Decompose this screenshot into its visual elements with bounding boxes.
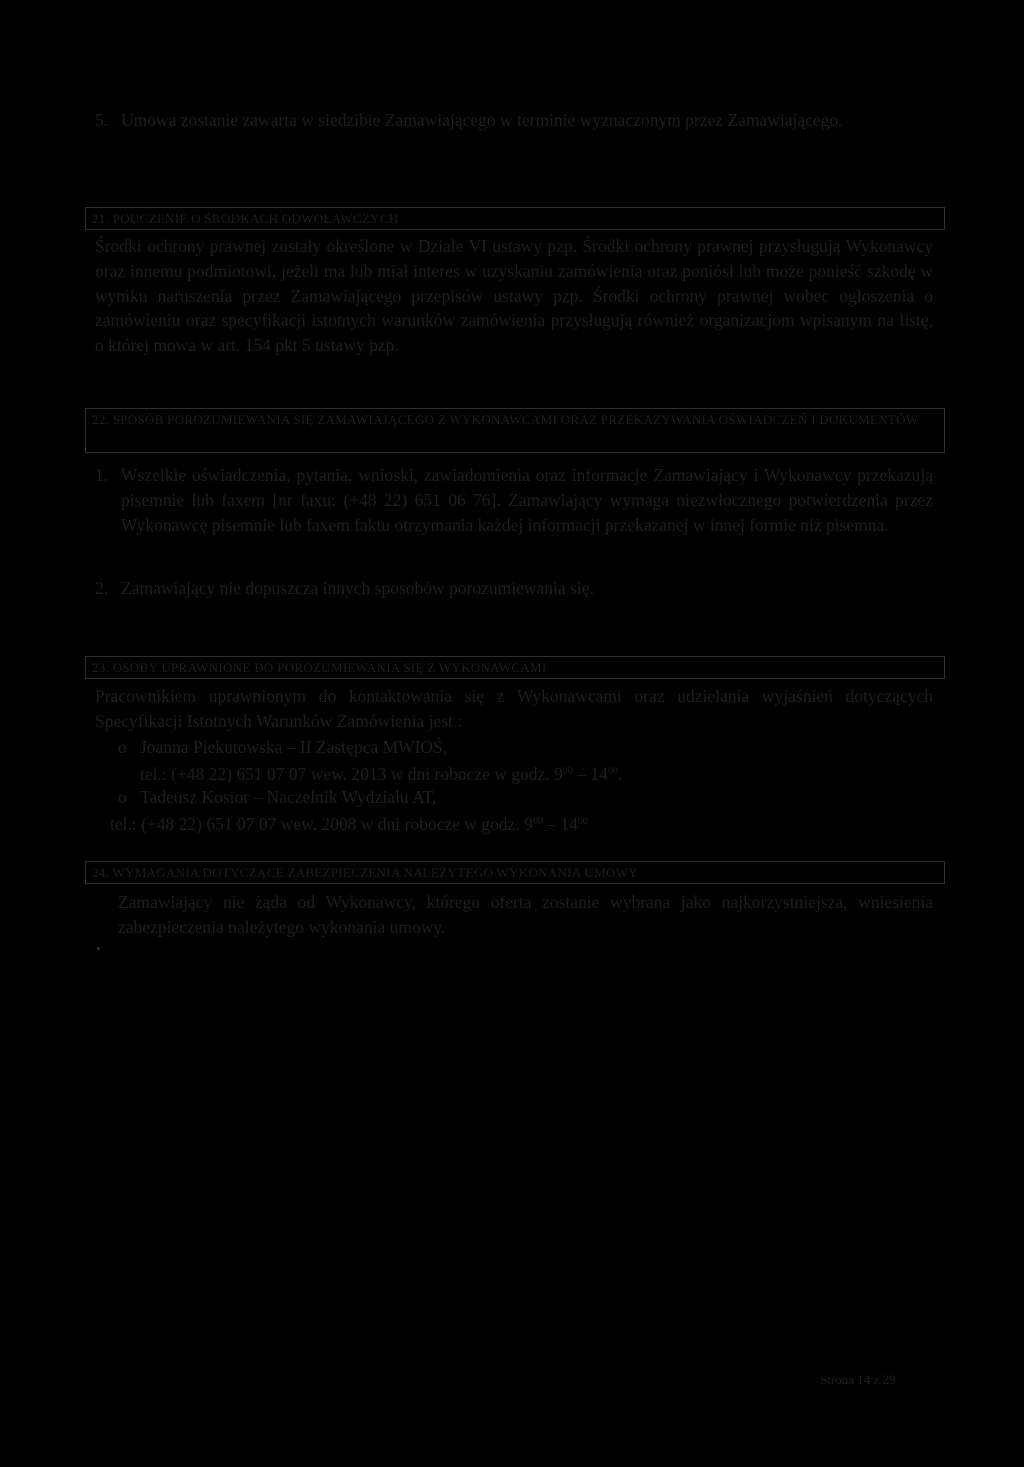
- item-text: Umowa zostanie zawarta w siedzibie Zamawiającego w terminie wyznaczonym przez Zamawiającego.: [121, 110, 843, 130]
- page-number: Strona 14 z 29: [820, 1372, 896, 1387]
- hour-minutes: 00: [562, 765, 573, 777]
- punctuation: .: [617, 763, 623, 784]
- section-23-heading: 23. OSOBY UPRAWNIONE DO POROZUMIEWANIA SIĘ Z WYKONAWCAMI: [85, 656, 945, 679]
- contact-name: Tadeusz Kosior – Naczelnik Wydziału AT,: [140, 787, 437, 807]
- stray-dot: [97, 947, 100, 950]
- item-number: 1.: [95, 465, 109, 485]
- section-21-body: Środki ochrony prawnej zostały określone w Dziale VI ustawy pzp. Środki ochrony prawnej przysługują Wykonawcy oraz innemu podmiotowi, jeżeli ma lub miał interes w uzyskaniu zamówienia oraz poniósł lub może ponieść szkodę w wyniku naruszenia przez Zamawiającego przepisów ustawy pzp. Środki ochrony prawnej wobec ogłoszenia o zamówieniu oraz specyfikacji istotnych warunków zamówienia przysługują również organizacjom wpisanym na listę, o której mowa w art. 154 pkt 5 ustawy pzp.: [95, 236, 933, 356]
- contact-name: Joanna Piekutowska – II Zastępca MWIOŚ,: [140, 737, 448, 757]
- bullet-icon: o: [118, 737, 127, 757]
- bullet-icon: o: [118, 787, 127, 807]
- section-22-heading: 22. SPOSÓB POROZUMIEWANIA SIĘ ZAMAWIAJĄCEGO Z WYKONAWCAMI ORAZ PRZEKAZYWANIA OŚWIADCZEŃ I DOKUMENTÓW: [85, 408, 945, 453]
- hour-minutes: 00: [532, 815, 543, 827]
- contact-item: [110, 785, 588, 837]
- section-21-heading: 21. POUCZENIE O ŚRODKACH ODWOŁAWCZYCH: [85, 207, 945, 230]
- item-number: 2.: [95, 578, 109, 598]
- item-number: 5.: [95, 110, 109, 130]
- section-24-heading: 24. WYMAGANIA DOTYCZĄCE ZABEZPIECZENIA NALEŻYTEGO WYKONANIA UMOWY: [85, 861, 945, 884]
- hour-range: – 14: [542, 813, 578, 834]
- hour-minutes: 00: [607, 765, 618, 777]
- item-text: Wszelkie oświadczenia, pytania, wnioski, zawiadomienia oraz informacje Zamawiający i Wykonawcy przekazują pisemnie lub faxem [nr faxu: (+48 22) 651 06 76]. Zamawiający wymaga niezwłocznego potwierdzenia przez Wykonawcę pisemnie lub faxem faktu otrzymania każdej informacji przekazanej w innej formie niż pisemna.: [121, 465, 933, 535]
- contact-phone: tel.: (+48 22) 651 07 07 wew. 2013 w dni robocze w godz. 9: [140, 763, 563, 784]
- contact-item: [118, 735, 622, 787]
- section-24-body: Zamawiający nie żąda od Wykonawcy, którego oferta zostanie wybrana jako najkorzystniejsza, wniesienia zabezpieczenia należytego wykonania umowy.: [118, 892, 933, 937]
- hour-minutes: 00: [577, 815, 588, 827]
- hour-range: – 14: [572, 763, 608, 784]
- item-text: Zamawiający nie dopuszcza innych sposobów porozumiewania się.: [121, 578, 594, 598]
- section-22-item-2: [95, 576, 933, 601]
- item-5: [95, 108, 933, 133]
- section-22-item-1: [95, 463, 933, 537]
- section-23-intro: Pracownikiem uprawnionym do kontaktowania się z Wykonawcami oraz udzielania wyjaśnień dotyczących Specyfikacji Istotnych Warunków Zamówienia jest :: [95, 686, 933, 731]
- contact-phone: tel.: (+48 22) 651 07 07 wew. 2008 w dni robocze w godz. 9: [110, 813, 533, 834]
